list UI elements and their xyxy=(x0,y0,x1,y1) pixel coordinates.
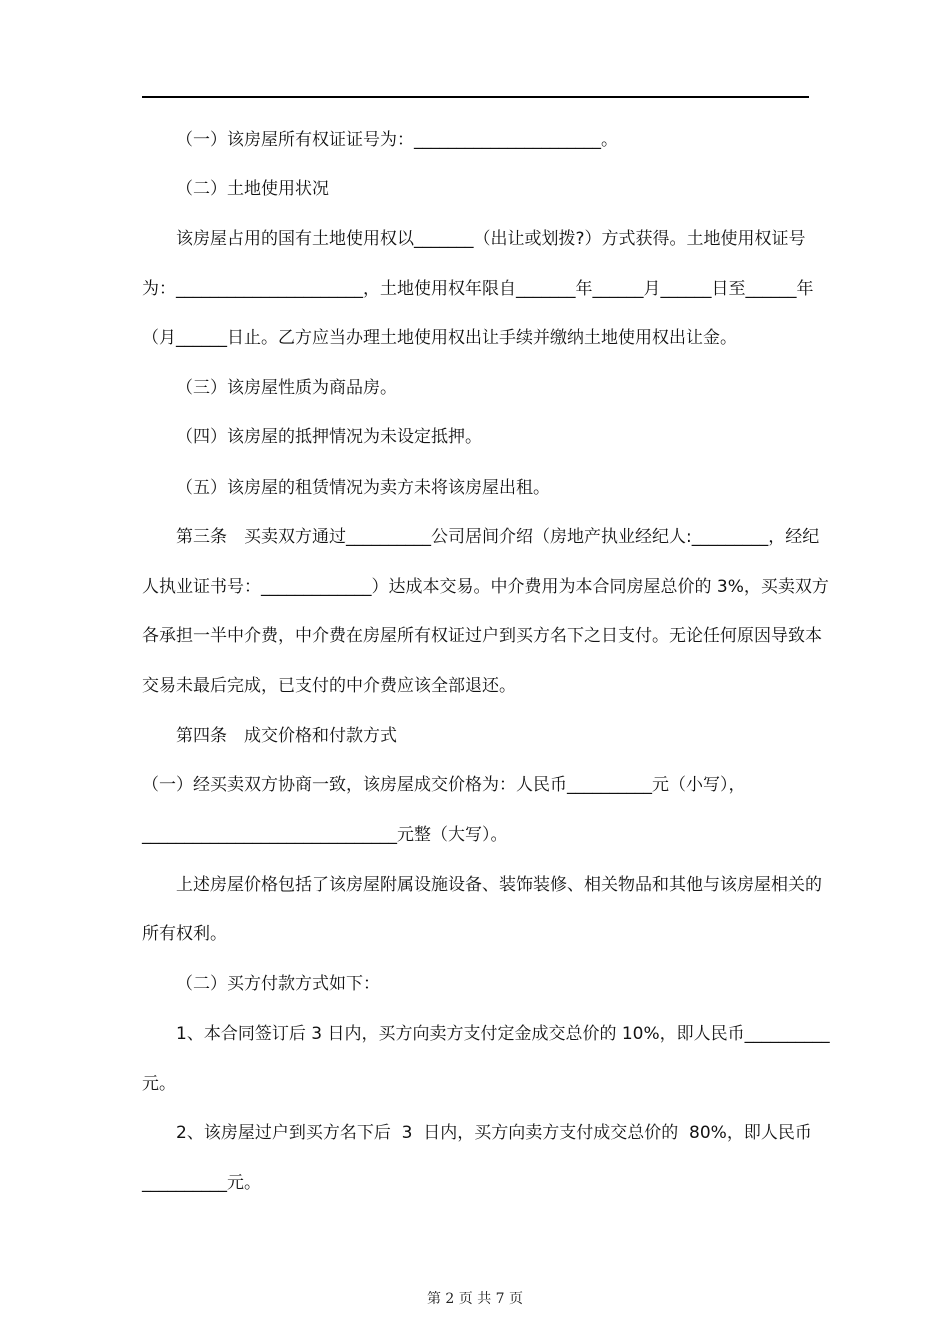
text-line: （三）该房屋性质为商品房。 xyxy=(176,378,397,398)
text-line: 元。 xyxy=(142,1074,176,1094)
text-line: 所有权利。 xyxy=(142,924,227,944)
text-line: （二）买方付款方式如下： xyxy=(176,974,380,994)
text-line: 该房屋占用的国有土地使用权以_______（出让或划拨?）方式获得。土地使用权证号 xyxy=(176,229,806,249)
text-line: （四）该房屋的抵押情况为未设定抵押。 xyxy=(176,427,482,447)
text-line: （五）该房屋的租赁情况为卖方未将该房屋出租。 xyxy=(176,478,550,498)
text-line: ______________________________元整（大写）。 xyxy=(142,825,508,845)
text-line: __________元。 xyxy=(142,1173,261,1193)
text-line: 各承担一半中介费，中介费在房屋所有权证过户到买方名下之日支付。无论任何原因导致本 xyxy=(142,626,822,646)
text-line: 人执业证书号：_____________）达成本交易。中介费用为本合同房屋总价的 3%，买卖双方 xyxy=(142,577,829,597)
text-line: （月______日止。乙方应当办理土地使用权出让手续并缴纳土地使用权出让金。 xyxy=(142,328,737,348)
text-line: （二）土地使用状况 xyxy=(176,179,329,199)
text-line: 上述房屋价格包括了该房屋附属设施设备、装饰装修、相关物品和其他与该房屋相关的 xyxy=(176,875,822,895)
text-line: 第三条 买卖双方通过__________公司居间介绍（房地产执业经纪人:_________，经纪 xyxy=(176,527,820,547)
page-number: 第 2 页 共 7 页 xyxy=(426,1291,524,1307)
text-line: （一）经买卖双方协商一致，该房屋成交价格为：人民币__________元（小写）， xyxy=(142,775,746,795)
text-line: （一）该房屋所有权证证号为：______________________。 xyxy=(176,130,618,150)
text-line: 2、该房屋过户到买方名下后 3 日内，买方向卖方支付成交总价的 80%，即人民币 xyxy=(176,1123,812,1143)
text-line: 为：______________________，土地使用权年限自_______年______月______日至______年 xyxy=(142,279,814,299)
header-rule xyxy=(142,96,809,98)
text-line: 1、本合同签订后 3 日内，买方向卖方支付定金成交总价的 10%，即人民币__________ xyxy=(176,1024,830,1044)
text-line: 第四条 成交价格和付款方式 xyxy=(176,726,397,746)
text-line: 交易未最后完成，已支付的中介费应该全部退还。 xyxy=(142,676,516,696)
